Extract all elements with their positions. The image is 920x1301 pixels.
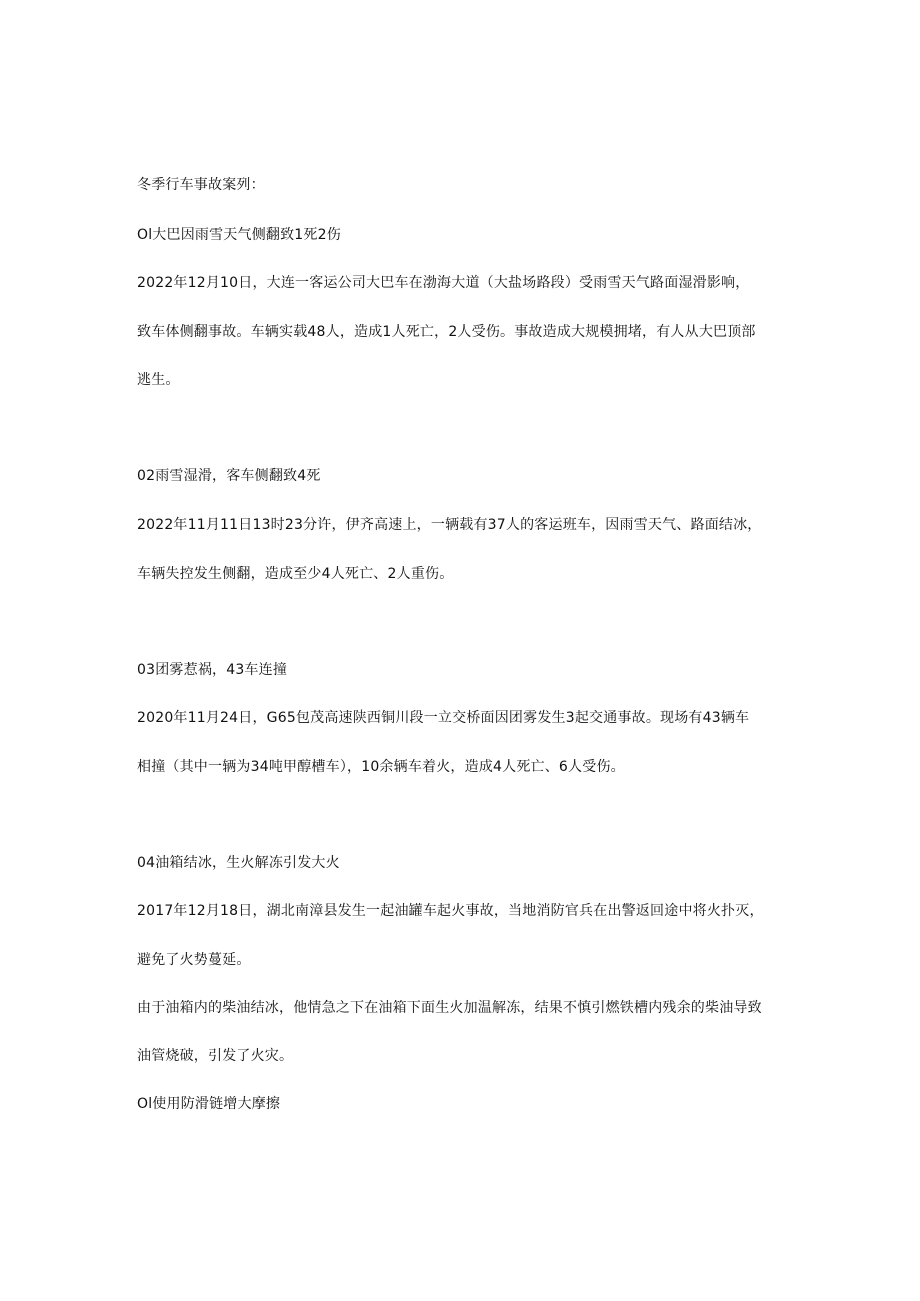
- case-4-text-line-3: 由于油箱内的柴油结冰，他情急之下在油箱下面生火加温解冻，结果不慎引燃铁槽内残余的柴油导致: [137, 1000, 762, 1016]
- case-3-text-line-2: 相撞（其中一辆为34吨甲醇槽车），10余辆车着火，造成4人死亡、6人受伤。: [137, 759, 625, 775]
- case-4-text-line-2: 避免了火势蔓延。: [137, 952, 251, 968]
- case-1-title: Ol大巴因雨雪天气侧翻致1死2伤: [137, 227, 341, 243]
- case-1-text-line-1: 2022年12月10日，大连一客运公司大巴车在渤海大道（大盐场路段）受雨雪天气路面湿滑影响，: [137, 275, 750, 291]
- case-3-text-line-1: 2020年11月24日，G65包茂高速陕西铜川段一立交桥面因团雾发生3起交通事故。现场有43辆车: [137, 710, 750, 726]
- case-2-text-line-1: 2022年11月11日13时23分许，伊齐高速上，一辆载有37人的客运班车，因雨雪天气、路面结冰，: [137, 517, 762, 533]
- case-2-text-line-2: 车辆失控发生侧翻，造成至少4人死亡、2人重伤。: [137, 566, 454, 582]
- case-4-text-line-1: 2017年12月18日，湖北南漳县发生一起油罐车起火事故，当地消防官兵在出警返回途中将火扑灭，: [137, 903, 764, 919]
- intro-heading: 冬季行车事故案列：: [137, 177, 265, 193]
- case-4-title: 04油箱结冰，生火解冻引发大火: [137, 855, 340, 871]
- case-3-title: 03团雾惹祸，43车连撞: [137, 662, 288, 678]
- case-4-text-line-4: 油管烧破，引发了火灾。: [137, 1048, 294, 1064]
- case-2-title: 02雨雪湿滑，客车侧翻致4死: [137, 468, 321, 484]
- case-1-text-line-3: 逃生。: [137, 372, 180, 388]
- tips-1-title: Ol使用防滑链增大摩擦: [137, 1096, 281, 1112]
- case-1-text-line-2: 致车体侧翻事故。车辆实载48人，造成1人死亡，2人受伤。事故造成大规模拥堵，有人从大巴顶部: [137, 324, 756, 340]
